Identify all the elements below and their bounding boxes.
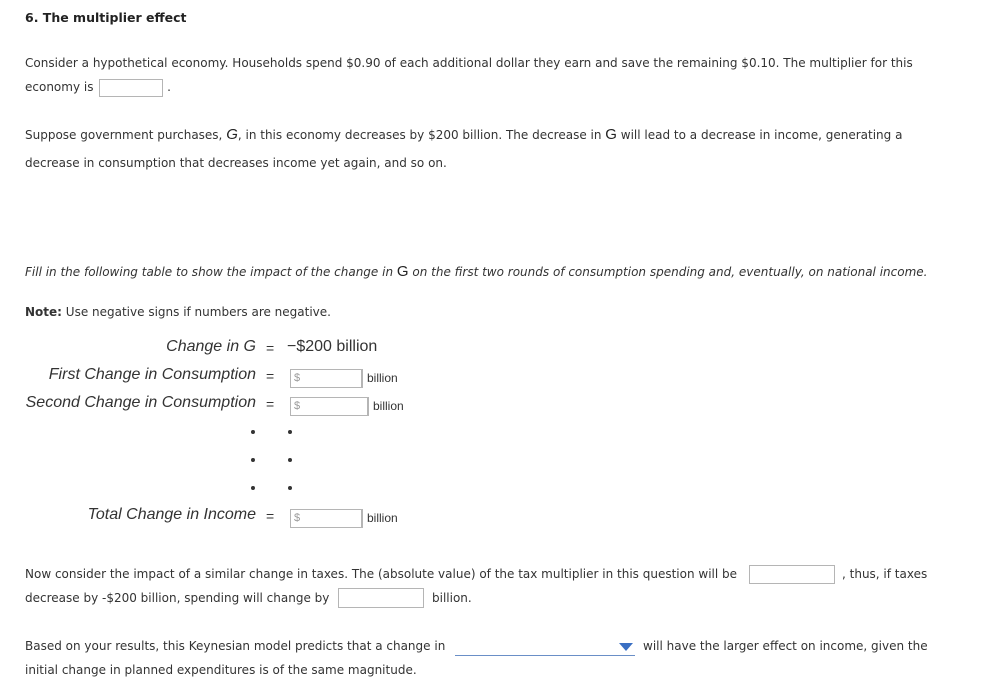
para1-line2-prefix: economy is bbox=[25, 80, 94, 94]
para2-line2: decrease in consumption that decreases income yet again, and so on. bbox=[25, 156, 447, 170]
chevron-down-icon[interactable] bbox=[619, 643, 633, 651]
para2-seg1: Suppose government purchases, bbox=[25, 128, 227, 142]
dollar-sign: $ bbox=[294, 372, 301, 384]
ellipsis-dot bbox=[251, 430, 255, 434]
equals-sign: = bbox=[266, 340, 275, 356]
taxes-line1: Now consider the impact of a similar change in taxes. The (absolute value) of the tax multiplier in this question will be bbox=[25, 567, 738, 581]
taxes-line1-suffix: , thus, if taxes bbox=[842, 567, 928, 581]
first-change-input[interactable] bbox=[290, 369, 362, 388]
total-change-input[interactable] bbox=[290, 509, 362, 528]
dollar-sign: $ bbox=[294, 400, 301, 412]
equals-sign: = bbox=[266, 508, 275, 524]
billion-unit: billion bbox=[362, 509, 398, 528]
para2-line1 bbox=[25, 123, 902, 147]
instructions-seg2: on the first two rounds of consumption spending and, eventually, on national income. bbox=[408, 265, 928, 279]
ellipsis-dot bbox=[251, 458, 255, 462]
ellipsis-dot bbox=[288, 486, 292, 490]
para1-line2 bbox=[25, 75, 171, 99]
para1-line1: Consider a hypothetical economy. Households spend $0.90 of each additional dollar they earn and save the remaining $0.10. The multiplier for this bbox=[25, 56, 913, 70]
conclusion-line1-prefix: Based on your results, this Keynesian model predicts that a change in bbox=[25, 639, 446, 653]
note bbox=[25, 300, 331, 324]
conclusion-line2: initial change in planned expenditures is of the same magnitude. bbox=[25, 663, 417, 677]
equals-sign: = bbox=[266, 368, 275, 384]
multiplier-input[interactable] bbox=[99, 79, 163, 97]
first-change-label: First Change in Consumption bbox=[48, 366, 256, 383]
dollar-sign: $ bbox=[294, 512, 301, 524]
para2-seg3: will lead to a decrease in income, generating a bbox=[616, 128, 903, 142]
g-symbol: G bbox=[396, 263, 409, 280]
note-label: Note: bbox=[25, 305, 62, 319]
policy-dropdown[interactable] bbox=[455, 640, 635, 656]
tax-multiplier-input[interactable] bbox=[749, 565, 835, 584]
spending-change-input[interactable] bbox=[338, 588, 424, 608]
billion-unit: billion bbox=[368, 397, 404, 416]
instructions-seg1: Fill in the following table to show the impact of the change in bbox=[25, 265, 397, 279]
equals-sign: = bbox=[266, 396, 275, 412]
instructions bbox=[25, 260, 927, 284]
total-change-label: Total Change in Income bbox=[87, 506, 256, 523]
ellipsis-dot bbox=[288, 430, 292, 434]
billion-unit: billion bbox=[362, 369, 398, 388]
ellipsis-dot bbox=[251, 486, 255, 490]
ellipsis-dot bbox=[288, 458, 292, 462]
conclusion-line1-suffix: will have the larger effect on income, given the bbox=[643, 639, 928, 653]
para2-seg2: , in this economy decreases by $200 billion. The decrease in bbox=[237, 128, 606, 142]
change-in-g-value: −$200 billion bbox=[287, 338, 378, 355]
taxes-line2-suffix: billion. bbox=[432, 591, 472, 605]
g-symbol: G bbox=[605, 126, 617, 143]
question-title: 6. The multiplier effect bbox=[25, 10, 187, 25]
para1-line2-suffix: . bbox=[167, 80, 171, 94]
taxes-line2-prefix: decrease by -$200 billion, spending will change by bbox=[25, 591, 330, 605]
note-text: Use negative signs if numbers are negative. bbox=[61, 305, 331, 319]
second-change-input[interactable] bbox=[290, 397, 368, 416]
g-symbol: G bbox=[226, 126, 238, 143]
second-change-label: Second Change in Consumption bbox=[25, 394, 256, 411]
change-in-g-label: Change in G bbox=[166, 338, 256, 355]
